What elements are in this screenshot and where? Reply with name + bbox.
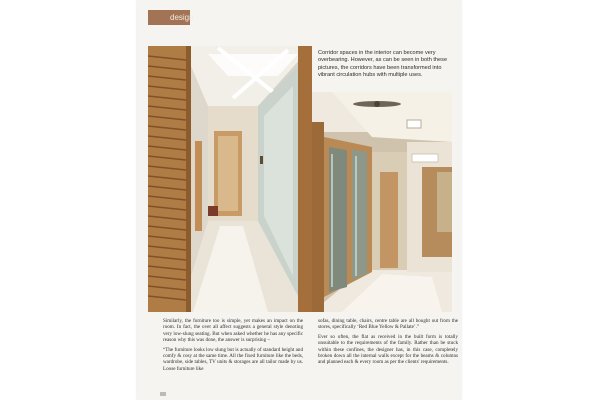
corridor-illustration-left	[148, 46, 312, 312]
section-tab	[148, 10, 194, 25]
page-footer-mark	[160, 392, 166, 396]
paragraph: Ever so often, the flat as received in the built form is totally unsuitable to the requirements of the family. Rather than be stuck within these confines, the designer has, in this case, completely broken down all the internal walls except for the beams & columns and planned each & every room as per the clients' requirements.	[318, 333, 458, 366]
body-column-right	[318, 318, 458, 369]
paragraph: Similarly, the furniture too is simple, yet makes an impact on the room. In fact, the over all affect suggests a general style denoting very low-slung seating. But when asked whether he has any specific reason why this was done, the answer is surprising –	[163, 318, 303, 344]
paragraph: sofas, dining table, chairs, centre table are all bought out from the stores, specifically ‘Red Blue Yellow & Pallate’.”	[318, 318, 458, 331]
corridor-illustration-right	[312, 92, 452, 312]
corridor-photo-right	[312, 92, 452, 312]
paragraph: “The furniture looks low slung but is actually of standard height and comfy & cosy at the same time. All the fixed furniture like the beds, wardrobe, side tables, TV units & storages are all tailor made by us. Loose furniture like	[163, 346, 303, 372]
photo-caption: Corridor spaces in the interior can become very overbearing. However, as can be seen in both these pictures, the corridors have been transformed into vibrant circulation hubs with multiple uses.	[318, 50, 448, 79]
body-column-left	[163, 318, 303, 375]
ceiling-fan-icon	[353, 101, 401, 107]
section-label: design	[170, 13, 194, 22]
corridor-photo-left	[148, 46, 312, 312]
